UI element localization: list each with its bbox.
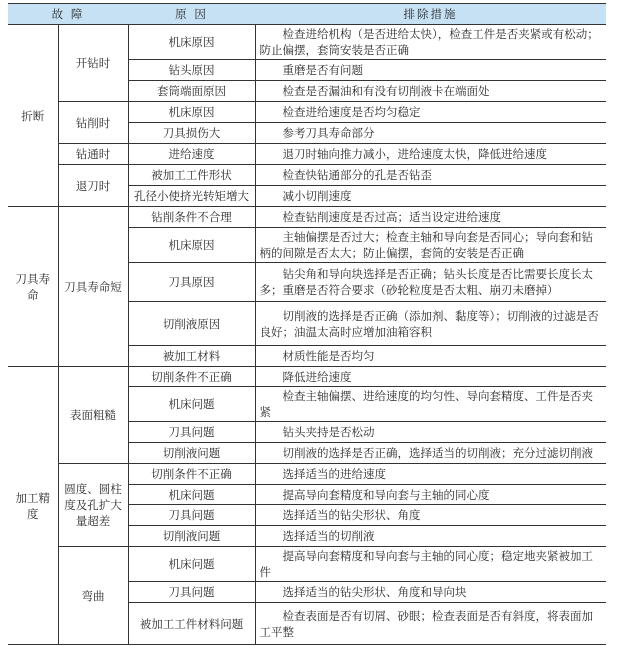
cause-cell: 机床原因 <box>128 25 255 60</box>
cause-cell: 被加工工件材料问题 <box>128 603 255 645</box>
remedy-cell: 检查进给机构（是否进给太快），检查工件是否夹紧或有松动；防止偏摆，套筒安装是否正确 <box>255 25 606 60</box>
cause-cell: 钻削条件不合理 <box>128 207 255 228</box>
cause-cell: 机床原因 <box>128 102 255 123</box>
remedy-cell: 切削液的选择是否正确（添加剂、黏度等）；切削液的过滤是否良好；油温太高时应增加油箱容积 <box>255 302 606 346</box>
cause-cell: 进给速度 <box>128 144 255 165</box>
group-cell: 弯曲 <box>58 547 128 645</box>
remedy-cell: 减小切削速度 <box>255 186 606 207</box>
group-cell: 开钻时 <box>58 25 128 102</box>
remedy-cell: 检查钻削速度是否过高；适当设定进给速度 <box>255 207 606 228</box>
cause-cell: 刀具问题 <box>128 422 255 443</box>
remedy-cell: 提高导向套精度和导向套与主轴的同心度；稳定地夹紧被加工件 <box>255 547 606 582</box>
remedy-cell: 参考刀具寿命部分 <box>255 123 606 144</box>
remedy-cell: 主轴偏摆是否过大；检查主轴和导向套是否同心；导向套和钻柄的间隙是否太大；防止偏摆，套筒的安装是否正确 <box>255 228 606 263</box>
remedy-cell: 检查是否漏油和有没有切削液卡在端面处 <box>255 81 606 102</box>
header-row <box>8 4 606 25</box>
group-cell: 退刀时 <box>58 165 128 207</box>
cause-cell: 刀具损伤大 <box>128 123 255 144</box>
cause-cell: 机床问题 <box>128 387 255 422</box>
cause-cell: 刀具问题 <box>128 505 255 526</box>
remedy-cell: 检查主轴偏摆、进给速度的均匀性、导向套精度、工件是否夹紧 <box>255 387 606 422</box>
remedy-cell: 钻尖角和导向块选择是否正确；钻头长度是否比需要长度长太多；重磨是否符合要求（砂轮粒度是否太粗、崩刃未磨掉） <box>255 263 606 302</box>
group-cell: 圆度、圆柱度及孔扩大量超差 <box>58 464 128 547</box>
table-row <box>8 102 606 123</box>
cause-cell: 机床原因 <box>128 228 255 263</box>
cause-cell: 钻头原因 <box>128 60 255 81</box>
cause-cell: 切削液问题 <box>128 443 255 464</box>
table-row <box>8 367 606 387</box>
cause-cell: 孔径小使挤光转矩增大 <box>128 186 255 207</box>
cause-cell: 刀具原因 <box>128 263 255 302</box>
category-cell: 折断 <box>8 25 58 207</box>
remedy-cell: 选择适当的钻尖形状、角度 <box>255 505 606 526</box>
remedy-cell: 选择适当的进给速度 <box>255 464 606 485</box>
table-row <box>8 207 606 228</box>
troubleshooting-table <box>8 3 606 645</box>
table-row <box>8 25 606 60</box>
remedy-cell: 钻头夹持是否松动 <box>255 422 606 443</box>
category-cell: 加工精度 <box>8 367 58 645</box>
remedy-cell: 检查表面是否有切屑、砂眼；检查表面是否有斜度，将表面加工平整 <box>255 603 606 645</box>
table-row <box>8 165 606 186</box>
cause-cell: 切削液问题 <box>128 526 255 547</box>
table-row <box>8 547 606 582</box>
cause-cell: 切削条件不正确 <box>128 464 255 485</box>
table-row <box>8 144 606 165</box>
group-cell: 表面粗糙 <box>58 367 128 464</box>
remedy-cell: 检查快钻通部分的孔是否钻歪 <box>255 165 606 186</box>
remedy-cell: 选择适当的切削液 <box>255 526 606 547</box>
cause-cell: 被加工工件形状 <box>128 165 255 186</box>
group-cell: 钻通时 <box>58 144 128 165</box>
category-cell: 刀具寿命 <box>8 207 58 367</box>
remedy-cell: 提高导向套精度和导向套与主轴的同心度 <box>255 485 606 505</box>
header-fault: 故 障 <box>8 4 128 25</box>
cause-cell: 被加工材料 <box>128 346 255 367</box>
table-row <box>8 464 606 485</box>
group-cell: 刀具寿命短 <box>58 207 128 367</box>
remedy-cell: 降低进给速度 <box>255 367 606 387</box>
remedy-cell: 退刀时轴向推力减小，进给速度太快，降低进给速度 <box>255 144 606 165</box>
remedy-cell: 切削液的选择是否正确，选择适当的切削液；充分过滤切削液 <box>255 443 606 464</box>
remedy-cell: 检查进给速度是否均匀稳定 <box>255 102 606 123</box>
remedy-cell: 选择适当的钻尖形状、角度和导向块 <box>255 582 606 603</box>
cause-cell: 机床问题 <box>128 547 255 582</box>
remedy-cell: 材质性能是否均匀 <box>255 346 606 367</box>
group-cell: 钻削时 <box>58 102 128 144</box>
cause-cell: 机床问题 <box>128 485 255 505</box>
cause-cell: 刀具问题 <box>128 582 255 603</box>
cause-cell: 切削液原因 <box>128 302 255 346</box>
cause-cell: 套筒端面原因 <box>128 81 255 102</box>
remedy-cell: 重磨是否有问题 <box>255 60 606 81</box>
cause-cell: 切削条件不正确 <box>128 367 255 387</box>
header-cause: 原 因 <box>128 4 255 25</box>
header-remedy: 排除措施 <box>255 4 606 25</box>
